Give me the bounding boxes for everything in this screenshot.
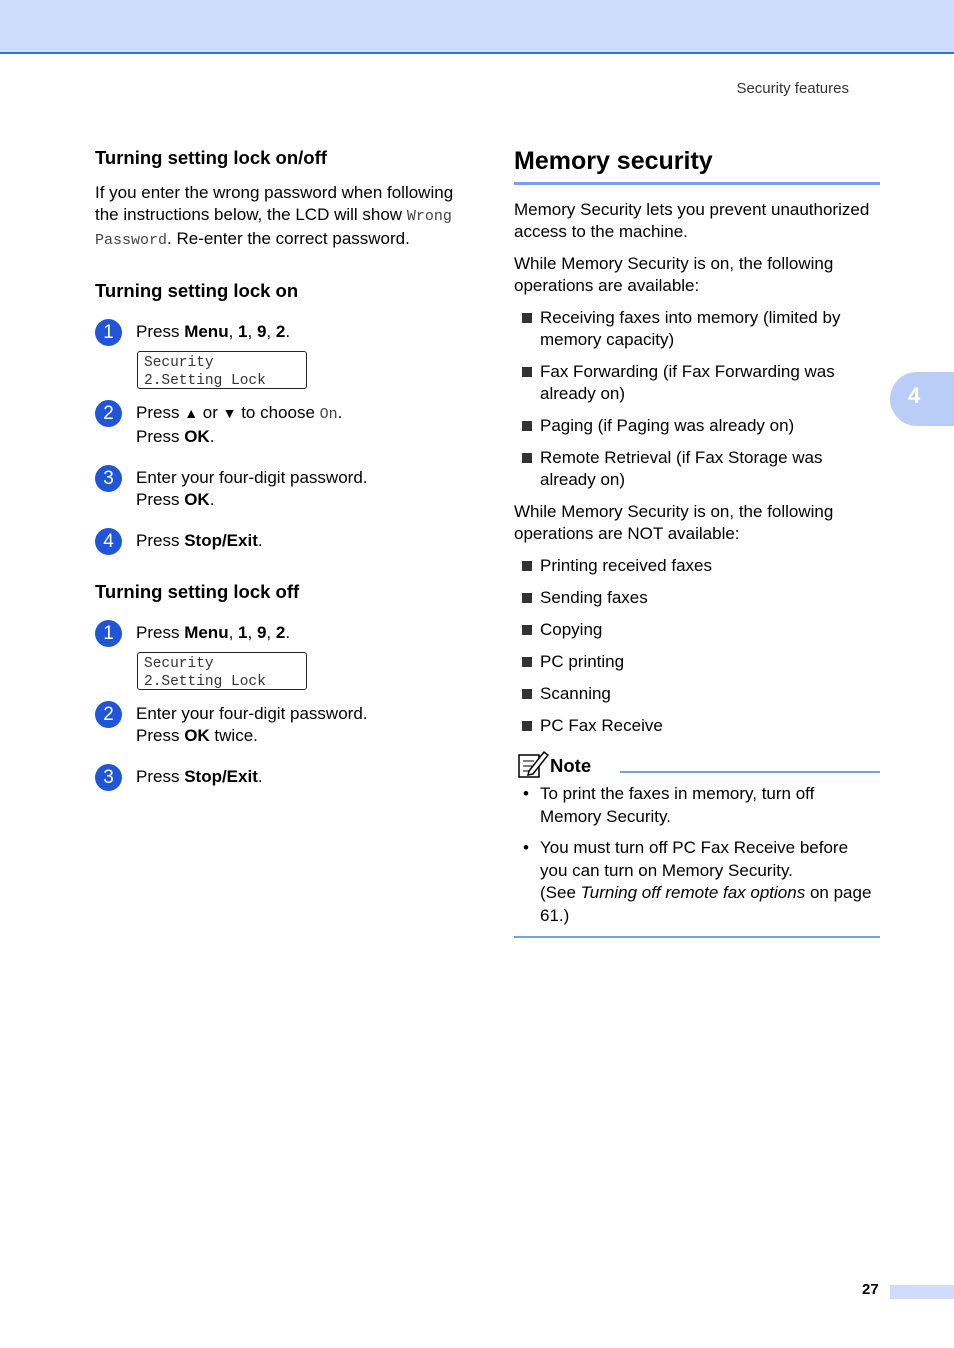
note-header bbox=[514, 749, 880, 781]
lock-off-step-2: 2 Enter your four-digit password. Press OK twice. bbox=[95, 703, 465, 747]
lock-off-step-1: 1 Press Menu, 1, 9, 2. bbox=[95, 622, 465, 644]
lcd-display: Security 2.Setting Lock bbox=[137, 351, 307, 389]
list-item: Remote Retrieval (if Fax Storage was already on) bbox=[514, 447, 880, 491]
cross-reference: Turning off remote fax options bbox=[580, 883, 806, 902]
step-number: 3 bbox=[95, 465, 122, 492]
list-item: Receiving faxes into memory (limited by memory capacity) bbox=[514, 307, 880, 351]
lcd-display: Security 2.Setting Lock bbox=[137, 652, 307, 690]
lock-on-step-2: 2 Press ▲ or ▼ to choose On. Press OK. bbox=[95, 402, 465, 448]
page-number: 27 bbox=[862, 1281, 879, 1298]
note-item: • You must turn off PC Fax Receive before you can turn on Memory Security. (See Turning off remote fax options on page 61.) bbox=[514, 837, 880, 927]
heading-lock-on: Turning setting lock on bbox=[95, 280, 299, 301]
list-item: Fax Forwarding (if Fax Forwarding was already on) bbox=[514, 361, 880, 405]
lock-on-step-4: 4 Press Stop/Exit. bbox=[95, 530, 465, 552]
available-intro: While Memory Security is on, the following operations are available: bbox=[514, 254, 834, 295]
memory-intro: Memory Security lets you prevent unauthorized access to the machine. bbox=[514, 200, 870, 241]
right-column bbox=[514, 144, 880, 938]
note-rule bbox=[620, 771, 880, 773]
unavailable-intro: While Memory Security is on, the following operations are NOT available: bbox=[514, 502, 834, 543]
note-bottom-rule bbox=[514, 936, 880, 938]
list-item: Paging (if Paging was already on) bbox=[514, 415, 880, 437]
list-item: Printing received faxes bbox=[514, 555, 880, 577]
list-item: PC Fax Receive bbox=[514, 715, 880, 737]
top-band bbox=[0, 0, 954, 54]
lock-off-step-3: 3 Press Stop/Exit. bbox=[95, 766, 465, 788]
note-label: Note bbox=[550, 755, 592, 776]
step-number: 4 bbox=[95, 528, 122, 555]
heading-lock-off: Turning setting lock off bbox=[95, 581, 300, 602]
note-item: • To print the faxes in memory, turn off Memory Security. bbox=[514, 783, 880, 828]
lcd-wrong-password: Wrong Password bbox=[95, 208, 452, 249]
up-arrow-icon: ▲ bbox=[184, 405, 199, 421]
list-item: Scanning bbox=[514, 683, 880, 705]
available-list bbox=[514, 307, 880, 491]
lock-on-step-1: 1 Press Menu, 1, 9, 2. bbox=[95, 321, 465, 343]
step-number: 1 bbox=[95, 620, 122, 647]
note-pencil-icon bbox=[517, 749, 549, 779]
list-item: Copying bbox=[514, 619, 880, 641]
lock-on-step-3: 3 Enter your four-digit password. Press OK. bbox=[95, 467, 465, 511]
heading-memory-security: Memory security bbox=[514, 144, 880, 185]
list-item: PC printing bbox=[514, 651, 880, 673]
running-header: Security features bbox=[736, 80, 849, 97]
left-column bbox=[95, 146, 465, 788]
step-number: 3 bbox=[95, 764, 122, 791]
step-number: 1 bbox=[95, 319, 122, 346]
unavailable-list bbox=[514, 555, 880, 737]
down-arrow-icon: ▼ bbox=[222, 405, 237, 421]
lock-onoff-paragraph: If you enter the wrong password when following the instructions below, the LCD will show Wrong Password. Re-enter the correct password. bbox=[95, 183, 454, 249]
footer-band bbox=[890, 1285, 954, 1299]
step-number: 2 bbox=[95, 400, 122, 427]
list-item: Sending faxes bbox=[514, 587, 880, 609]
chapter-tab bbox=[890, 372, 954, 426]
step-number: 2 bbox=[95, 701, 122, 728]
note-list bbox=[514, 783, 880, 927]
heading-lock-onoff: Turning setting lock on/off bbox=[95, 147, 327, 168]
chapter-number: 4 bbox=[908, 383, 921, 408]
